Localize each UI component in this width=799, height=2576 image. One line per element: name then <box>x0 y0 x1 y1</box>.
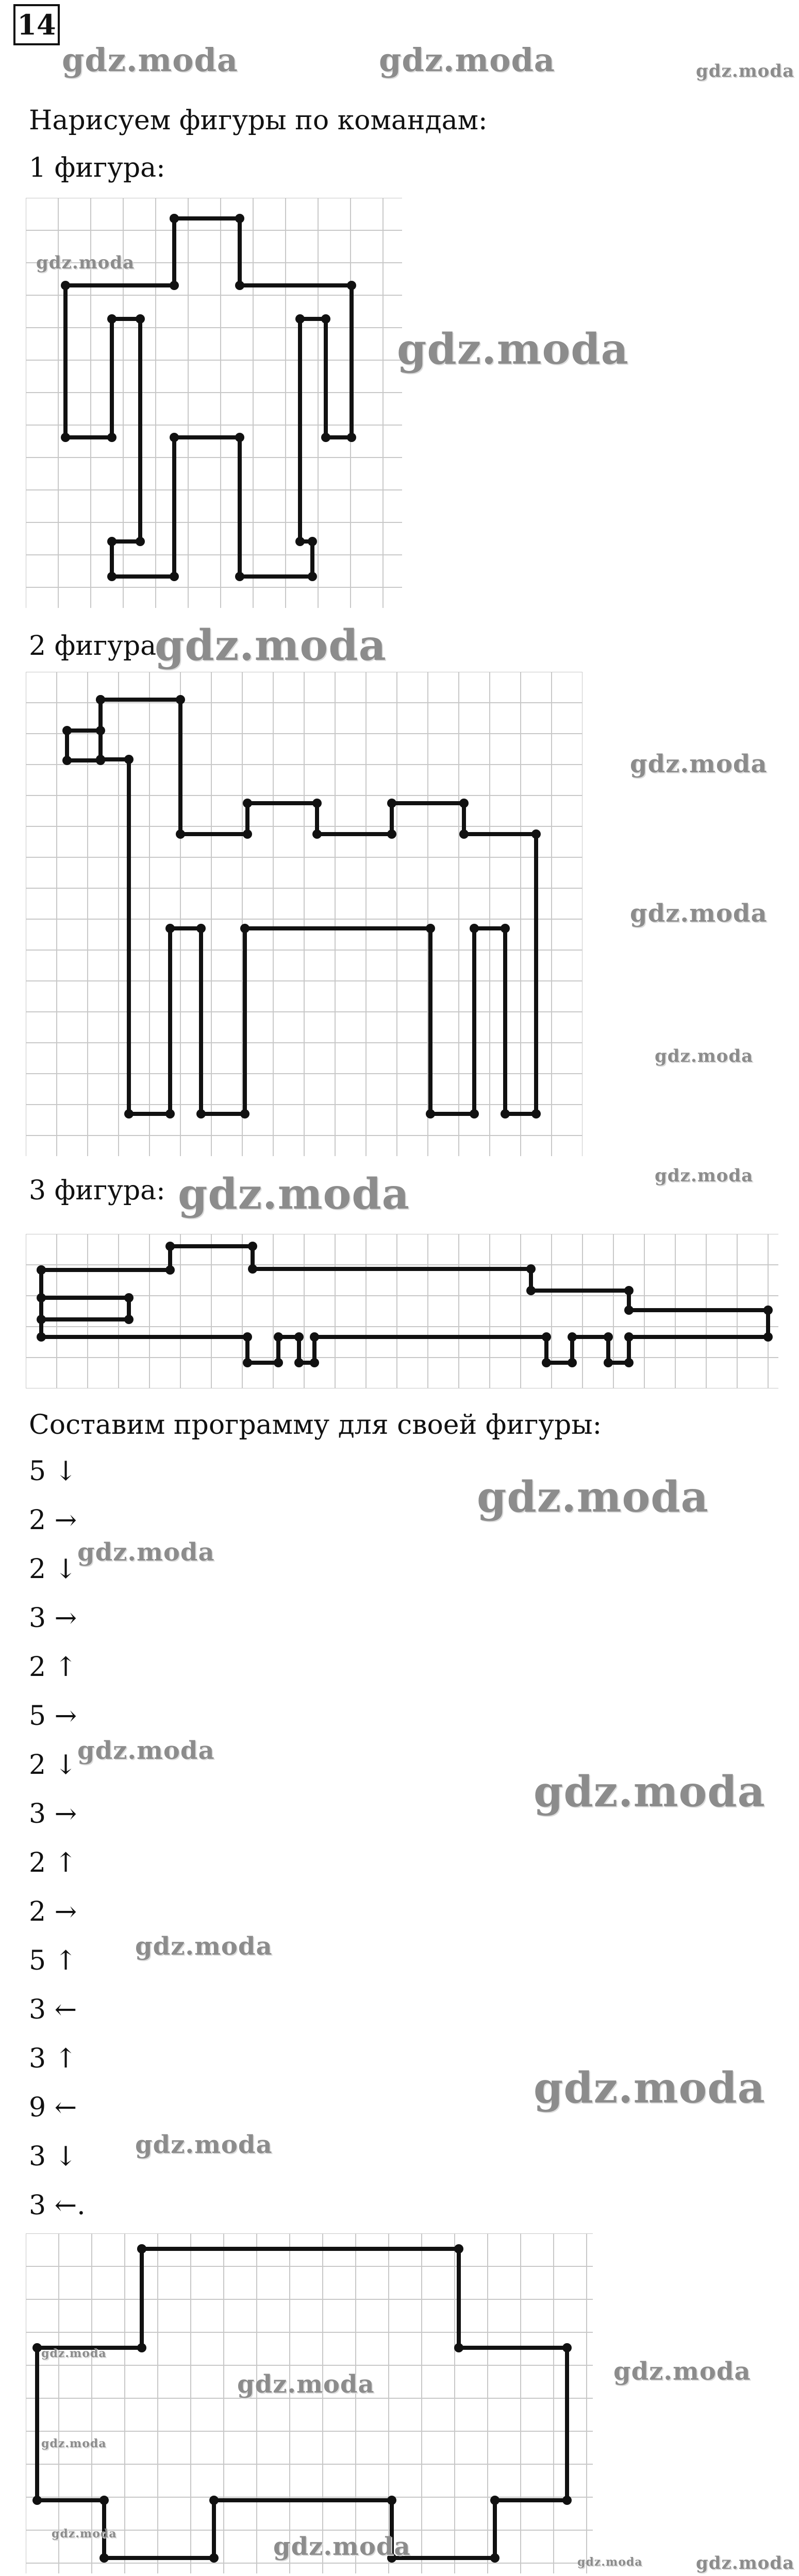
program-command: 2 ↓ <box>29 1554 77 1585</box>
vertex-dot <box>426 1109 435 1118</box>
vertex-dot <box>235 433 244 442</box>
vertex-dot <box>99 2496 109 2505</box>
watermark: gdz.moda <box>613 2357 751 2386</box>
vertex-dot <box>240 1109 249 1118</box>
vertex-dot <box>387 2496 396 2505</box>
vertex-dot <box>209 2496 219 2505</box>
vertex-dot <box>310 1332 319 1342</box>
program-command: 3 ↑ <box>29 2043 77 2074</box>
program-command: 5 ↓ <box>29 1456 77 1487</box>
vertex-dot <box>176 829 185 839</box>
vertex-dot <box>624 1332 634 1342</box>
vertex-dot <box>295 314 305 324</box>
vertex-dot <box>387 829 396 839</box>
vertex-dot <box>604 1358 613 1367</box>
watermark: gdz.moda <box>41 2437 107 2450</box>
watermark: gdz.moda <box>577 2555 643 2569</box>
vertex-dot <box>347 433 356 442</box>
vertex-dot <box>165 924 175 933</box>
watermark: gdz.moda <box>155 621 387 670</box>
watermark: gdz.moda <box>273 2532 411 2561</box>
watermark: gdz.moda <box>52 2527 117 2540</box>
vertex-dot <box>294 1332 304 1342</box>
program-command: 5 ↑ <box>29 1945 77 1976</box>
program-command: 3 → <box>29 1603 77 1634</box>
vertex-dot <box>531 1109 541 1118</box>
vertex-dot <box>235 214 244 223</box>
vertex-dot <box>604 1332 613 1342</box>
vertex-dot <box>96 756 105 765</box>
vertex-dot <box>243 799 252 808</box>
watermark: gdz.moda <box>135 1932 273 1961</box>
vertex-dot <box>243 1358 252 1367</box>
vertex-dot <box>526 1264 536 1274</box>
vertex-dot <box>107 572 116 581</box>
vertex-dot <box>124 1293 134 1302</box>
figure-3-outline <box>41 1246 768 1363</box>
watermark: gdz.moda <box>135 2130 273 2159</box>
vertex-dot <box>568 1358 577 1367</box>
figure-2-grid <box>26 672 582 1156</box>
vertex-dot <box>308 537 317 546</box>
program-command: 2 → <box>29 1896 77 1927</box>
vertex-dot <box>209 2553 219 2563</box>
watermark: gdz.moda <box>655 1165 754 1186</box>
vertex-dot <box>137 2244 146 2253</box>
vertex-dot <box>763 1332 773 1342</box>
vertex-dot <box>295 537 305 546</box>
vertex-dot <box>240 924 249 933</box>
vertex-dot <box>459 799 469 808</box>
vertex-dot <box>124 755 134 764</box>
vertex-dot <box>321 433 330 442</box>
own-figure-grid <box>26 2233 593 2573</box>
vertex-dot <box>170 281 179 290</box>
vertex-dot <box>61 281 70 290</box>
vertex-dot <box>490 2553 500 2563</box>
vertex-dot <box>32 2343 42 2352</box>
watermark: gdz.moda <box>77 1538 215 1567</box>
vertex-dot <box>562 2496 572 2505</box>
vertex-dot <box>136 537 145 546</box>
vertex-dot <box>107 314 116 324</box>
vertex-dot <box>274 1332 283 1342</box>
vertex-dot <box>470 1109 479 1118</box>
program-command: 3 ←. <box>29 2190 86 2221</box>
vertex-dot <box>165 1109 175 1118</box>
vertex-dot <box>562 2343 572 2352</box>
vertex-dot <box>490 2496 500 2505</box>
vertex-dot <box>387 799 396 808</box>
watermark: gdz.moda <box>397 325 629 374</box>
vertex-dot <box>501 1109 510 1118</box>
vertex-dot <box>624 1358 634 1367</box>
vertex-dot <box>107 537 116 546</box>
vertex-dot <box>176 695 185 704</box>
vertex-dot <box>165 1242 175 1251</box>
watermark: gdz.moda <box>534 2063 765 2113</box>
vertex-dot <box>624 1286 634 1295</box>
vertex-dot <box>294 1358 304 1367</box>
program-command: 3 ↓ <box>29 2141 77 2172</box>
vertex-dot <box>763 1306 773 1315</box>
program-command: 2 ↓ <box>29 1750 77 1781</box>
program-command: 3 → <box>29 1799 77 1829</box>
watermark: gdz.moda <box>237 2370 375 2399</box>
program-command: 2 → <box>29 1505 77 1536</box>
vertex-dot <box>426 924 435 933</box>
program-command: 2 ↑ <box>29 1652 77 1683</box>
vertex-dot <box>274 1358 283 1367</box>
vertex-dot <box>312 799 322 808</box>
watermark: gdz.moda <box>477 1472 709 1522</box>
figure-2-outline <box>101 700 536 1114</box>
vertex-dot <box>531 829 541 839</box>
vertex-dot <box>37 1265 46 1275</box>
vertex-dot <box>243 1332 252 1342</box>
vertex-dot <box>624 1306 634 1315</box>
vertex-dot <box>542 1332 551 1342</box>
vertex-dot <box>459 829 469 839</box>
watermark: gdz.moda <box>630 899 768 928</box>
vertex-dot <box>62 726 72 735</box>
vertex-dot <box>37 1332 46 1342</box>
vertex-dot <box>37 1315 46 1324</box>
vertex-dot <box>62 756 72 765</box>
vertex-dot <box>37 1293 46 1302</box>
vertex-dot <box>243 829 252 839</box>
vertex-dot <box>542 1358 551 1367</box>
program-command: 9 ← <box>29 2092 77 2123</box>
vertex-dot <box>248 1264 257 1274</box>
vertex-dot <box>321 314 330 324</box>
watermark: gdz.moda <box>696 2553 795 2573</box>
watermark: gdz.moda <box>379 41 555 79</box>
vertex-dot <box>308 572 317 581</box>
vertex-dot <box>526 1286 536 1295</box>
vertex-dot <box>196 1109 206 1118</box>
program-command: 3 ← <box>29 1994 77 2025</box>
vertex-dot <box>235 572 244 581</box>
vertex-dot <box>310 1358 319 1367</box>
watermark: gdz.moda <box>630 750 768 778</box>
watermark: gdz.moda <box>77 1736 215 1765</box>
vertex-dot <box>61 433 70 442</box>
figure-2-label: 2 фигура: <box>29 631 165 662</box>
vertex-dot <box>501 924 510 933</box>
vertex-dot <box>137 2343 146 2352</box>
vertex-dot <box>312 829 322 839</box>
vertex-dot <box>124 1109 134 1118</box>
watermark: gdz.moda <box>534 1767 765 1817</box>
vertex-dot <box>248 1242 257 1251</box>
vertex-dot <box>107 433 116 442</box>
vertex-dot <box>470 924 479 933</box>
watermark: gdz.moda <box>696 61 795 81</box>
watermark: gdz.moda <box>62 41 238 79</box>
vertex-dot <box>454 2244 463 2253</box>
vertex-dot <box>196 924 206 933</box>
vertex-dot <box>99 2553 109 2563</box>
watermark: gdz.moda <box>655 1046 754 1066</box>
vertex-dot <box>568 1332 577 1342</box>
intro-text: Нарисуем фигуры по командам: <box>29 105 488 136</box>
vertex-dot <box>170 572 179 581</box>
watermark: gdz.moda <box>36 252 135 273</box>
program-command: 5 → <box>29 1701 77 1732</box>
vertex-dot <box>170 433 179 442</box>
watermark: gdz.moda <box>178 1170 410 1219</box>
task-number: 14 <box>13 4 60 45</box>
vertex-dot <box>96 726 105 735</box>
vertex-dot <box>235 281 244 290</box>
vertex-dot <box>124 1315 134 1324</box>
vertex-dot <box>165 1265 175 1275</box>
vertex-dot <box>136 314 145 324</box>
figure-3-label: 3 фигура: <box>29 1175 165 1206</box>
watermark: gdz.moda <box>41 2347 107 2360</box>
figure-3-grid <box>26 1234 778 1388</box>
program-heading: Составим программу для своей фигуры: <box>29 1410 602 1440</box>
vertex-dot <box>32 2496 42 2505</box>
figure-1-label: 1 фигура: <box>29 152 165 183</box>
vertex-dot <box>96 695 105 704</box>
program-command: 2 ↑ <box>29 1848 77 1878</box>
vertex-dot <box>454 2343 463 2352</box>
vertex-dot <box>347 281 356 290</box>
vertex-dot <box>170 214 179 223</box>
